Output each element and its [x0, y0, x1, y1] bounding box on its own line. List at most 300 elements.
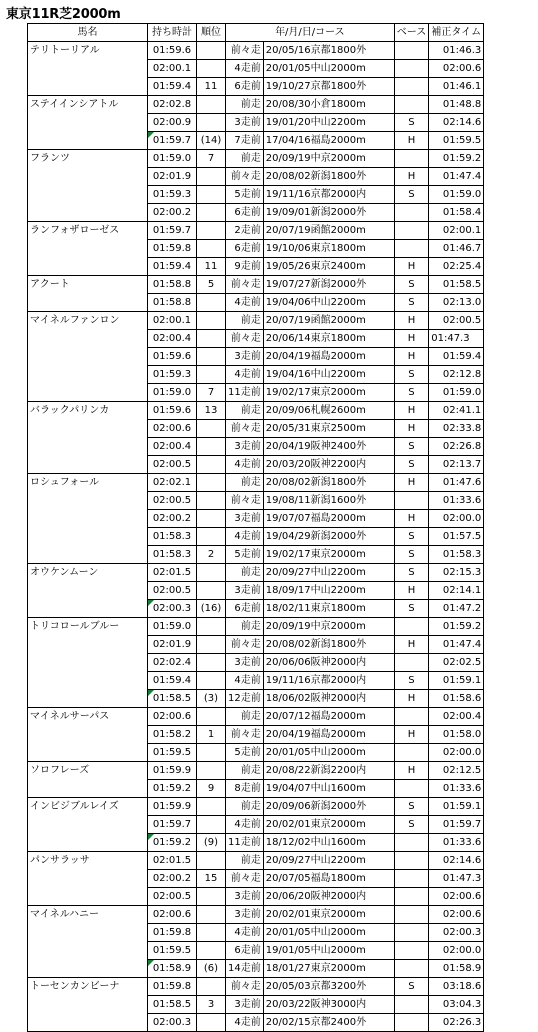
date-course-cell: 18/02/11東京1800m — [263, 600, 394, 618]
race-number-cell: 前々走 — [226, 420, 264, 438]
table-row — [28, 978, 484, 996]
rank-cell: (14) — [197, 132, 226, 150]
date-course-cell: 20/04/19福島2000m — [263, 726, 394, 744]
own-time-cell: 01:59.0 — [148, 618, 197, 636]
date-course-cell: 20/07/19函館2000m — [263, 222, 394, 240]
page-title: 東京11R芝2000m — [6, 7, 121, 22]
base-cell — [394, 960, 429, 978]
corrected-time-cell: 02:26.3 — [429, 1014, 484, 1032]
corrected-time-cell: 01:33.6 — [429, 492, 484, 510]
rank-cell: 11 — [197, 258, 226, 276]
corrected-time-cell: 01:47.3 — [429, 330, 484, 348]
date-course-cell: 19/11/16京都2000内 — [263, 186, 394, 204]
race-number-cell: 4走前 — [226, 456, 264, 474]
base-cell — [394, 996, 429, 1014]
rank-cell — [197, 474, 226, 492]
race-number-cell: 4走前 — [226, 528, 264, 546]
corrected-time-cell: 01:59.2 — [429, 618, 484, 636]
rank-cell — [197, 564, 226, 582]
header-corrected-time: 補正タイム — [429, 24, 484, 42]
date-course-cell: 20/09/19中京2000m — [263, 618, 394, 636]
race-number-cell: 前々走 — [226, 42, 264, 60]
table-row — [28, 852, 484, 870]
rank-cell — [197, 816, 226, 834]
own-time-cell: 02:00.2 — [148, 870, 197, 888]
corrected-time-cell: 02:14.6 — [429, 114, 484, 132]
rank-cell: 11 — [197, 78, 226, 96]
horse-name-cell: マイネルハニー — [28, 906, 148, 978]
race-number-cell: 前走 — [226, 762, 264, 780]
base-cell — [394, 942, 429, 960]
base-cell: H — [394, 762, 429, 780]
base-cell: H — [394, 474, 429, 492]
corrected-time-cell: 02:33.8 — [429, 420, 484, 438]
header-row — [28, 24, 484, 42]
date-course-cell: 20/05/31東京2500m — [263, 420, 394, 438]
race-number-cell: 前走 — [226, 150, 264, 168]
corrected-time-cell: 01:59.5 — [429, 132, 484, 150]
date-course-cell: 20/07/19函館2000m — [263, 312, 394, 330]
base-cell: S — [394, 366, 429, 384]
base-cell — [394, 42, 429, 60]
horse-name-cell: バラックパリンカ — [28, 402, 148, 474]
own-time-cell: 01:59.6 — [148, 402, 197, 420]
own-time-cell: 02:02.4 — [148, 654, 197, 672]
race-number-cell: 前走 — [226, 402, 264, 420]
date-course-cell: 20/09/27中山2200m — [263, 852, 394, 870]
own-time-cell: 01:58.3 — [148, 546, 197, 564]
race-number-cell: 5走前 — [226, 546, 264, 564]
date-course-cell: 19/11/16京都2000内 — [263, 672, 394, 690]
own-time-cell: 02:00.6 — [148, 708, 197, 726]
base-cell — [394, 492, 429, 510]
date-course-cell: 20/06/20阪神2000内 — [263, 888, 394, 906]
own-time-cell: 02:02.1 — [148, 474, 197, 492]
corrected-time-cell: 01:58.9 — [429, 960, 484, 978]
rank-cell — [197, 636, 226, 654]
rank-cell: 2 — [197, 546, 226, 564]
horse-name-cell: トリコロールブルー — [28, 618, 148, 708]
base-cell: S — [394, 816, 429, 834]
own-time-cell: 02:00.6 — [148, 420, 197, 438]
rank-cell — [197, 924, 226, 942]
date-course-cell: 20/08/02新潟1800外 — [263, 636, 394, 654]
rank-cell — [197, 528, 226, 546]
corrected-time-cell: 01:59.1 — [429, 672, 484, 690]
rank-cell: (6) — [197, 960, 226, 978]
corrected-time-cell: 02:00.6 — [429, 888, 484, 906]
corrected-time-cell: 01:59.7 — [429, 816, 484, 834]
rank-cell — [197, 654, 226, 672]
base-cell: S — [394, 186, 429, 204]
own-time-cell: 02:00.6 — [148, 906, 197, 924]
race-number-cell: 前々走 — [226, 726, 264, 744]
date-course-cell: 20/09/27中山2200m — [263, 564, 394, 582]
horse-name-cell: ロシュフォール — [28, 474, 148, 564]
date-course-cell: 20/02/01東京2000m — [263, 816, 394, 834]
base-cell: H — [394, 726, 429, 744]
horse-name-cell: マイネルファンロン — [28, 312, 148, 402]
rank-cell — [197, 222, 226, 240]
date-course-cell: 20/08/22新潟2200内 — [263, 762, 394, 780]
own-time-cell: 01:59.4 — [148, 672, 197, 690]
date-course-cell: 20/04/19阪神2400外 — [263, 438, 394, 456]
date-course-cell: 20/02/01東京2000m — [263, 906, 394, 924]
base-cell: H — [394, 402, 429, 420]
race-number-cell: 前々走 — [226, 330, 264, 348]
corrected-time-cell: 01:59.0 — [429, 384, 484, 402]
rank-cell — [197, 186, 226, 204]
corrected-time-cell: 03:18.6 — [429, 978, 484, 996]
rank-cell — [197, 672, 226, 690]
own-time-cell: 01:59.0 — [148, 384, 197, 402]
header-date-course: 年/月/日/コース — [226, 24, 395, 42]
date-course-cell: 19/10/27京都1800外 — [263, 78, 394, 96]
date-course-cell: 19/04/16中山2200m — [263, 366, 394, 384]
base-cell: H — [394, 348, 429, 366]
date-course-cell: 20/06/14東京1800m — [263, 330, 394, 348]
race-number-cell: 5走前 — [226, 744, 264, 762]
horse-name-cell: アクート — [28, 276, 148, 312]
corrected-time-cell: 02:02.5 — [429, 654, 484, 672]
race-number-cell: 前走 — [226, 564, 264, 582]
own-time-cell: 01:59.4 — [148, 78, 197, 96]
date-course-cell: 18/06/02阪神2000内 — [263, 690, 394, 708]
rank-cell — [197, 240, 226, 258]
corrected-time-cell: 01:47.2 — [429, 600, 484, 618]
base-cell: S — [394, 564, 429, 582]
horse-name-cell: マイネルサーパス — [28, 708, 148, 762]
race-number-cell: 前々走 — [226, 636, 264, 654]
own-time-cell: 01:58.3 — [148, 528, 197, 546]
race-number-cell: 11走前 — [226, 384, 264, 402]
corrected-time-cell: 02:00.5 — [429, 312, 484, 330]
corrected-time-cell: 01:58.3 — [429, 546, 484, 564]
corrected-time-cell: 01:47.6 — [429, 474, 484, 492]
own-time-cell: 01:59.7 — [148, 222, 197, 240]
corrected-time-cell: 02:26.8 — [429, 438, 484, 456]
date-course-cell: 19/04/07中山1600m — [263, 780, 394, 798]
race-number-cell: 前走 — [226, 312, 264, 330]
own-time-cell: 01:58.2 — [148, 726, 197, 744]
rank-cell — [197, 852, 226, 870]
rank-cell — [197, 168, 226, 186]
own-time-cell: 02:01.5 — [148, 852, 197, 870]
corrected-time-cell: 01:58.6 — [429, 690, 484, 708]
corrected-time-cell: 01:58.5 — [429, 276, 484, 294]
date-course-cell: 20/09/06新潟2000外 — [263, 798, 394, 816]
corrected-time-cell: 02:00.3 — [429, 924, 484, 942]
date-course-cell: 20/01/05中山2000m — [263, 744, 394, 762]
corrected-time-cell: 02:00.1 — [429, 222, 484, 240]
date-course-cell: 20/01/05中山2000m — [263, 60, 394, 78]
corrected-time-cell: 02:12.5 — [429, 762, 484, 780]
own-time-cell: 02:00.4 — [148, 330, 197, 348]
corrected-time-cell: 02:13.7 — [429, 456, 484, 474]
date-course-cell: 20/08/30小倉1800m — [263, 96, 394, 114]
horse-name-cell: ソロフレーズ — [28, 762, 148, 798]
rank-cell — [197, 942, 226, 960]
own-time-cell: 01:59.2 — [148, 780, 197, 798]
date-course-cell: 19/07/27新潟2000外 — [263, 276, 394, 294]
date-course-cell: 19/01/05中山2000m — [263, 942, 394, 960]
own-time-cell: 01:58.5 — [148, 690, 197, 708]
rank-cell — [197, 1014, 226, 1032]
base-cell: S — [394, 438, 429, 456]
rank-cell — [197, 492, 226, 510]
base-cell — [394, 78, 429, 96]
date-course-cell: 20/03/22阪神3000内 — [263, 996, 394, 1014]
horse-name-cell: ステイインシアトル — [28, 96, 148, 150]
own-time-cell: 01:59.7 — [148, 132, 197, 150]
date-course-cell: 19/08/11新潟1600外 — [263, 492, 394, 510]
table-row — [28, 42, 484, 60]
date-course-cell: 20/03/20阪神2200内 — [263, 456, 394, 474]
own-time-cell: 02:01.9 — [148, 168, 197, 186]
own-time-cell: 01:59.9 — [148, 762, 197, 780]
base-cell — [394, 60, 429, 78]
date-course-cell: 20/07/05福島1800m — [263, 870, 394, 888]
base-cell: H — [394, 582, 429, 600]
rank-cell — [197, 618, 226, 636]
base-cell — [394, 618, 429, 636]
base-cell — [394, 1014, 429, 1032]
date-course-cell: 18/12/02中山1600m — [263, 834, 394, 852]
corrected-time-cell: 02:00.6 — [429, 60, 484, 78]
corrected-time-cell: 02:41.1 — [429, 402, 484, 420]
horse-name-cell: インビジブルレイズ — [28, 798, 148, 852]
rank-cell: 7 — [197, 150, 226, 168]
corrected-time-cell: 02:25.4 — [429, 258, 484, 276]
date-course-cell: 20/09/06札幌2600m — [263, 402, 394, 420]
own-time-cell: 01:59.6 — [148, 348, 197, 366]
base-cell — [394, 834, 429, 852]
date-course-cell: 19/09/01新潟2000外 — [263, 204, 394, 222]
date-course-cell: 19/05/26東京2400m — [263, 258, 394, 276]
own-time-cell: 01:59.3 — [148, 366, 197, 384]
rank-cell — [197, 906, 226, 924]
date-course-cell: 19/02/17東京2000m — [263, 546, 394, 564]
date-course-cell: 20/09/19中京2000m — [263, 150, 394, 168]
rank-cell: (3) — [197, 690, 226, 708]
race-number-cell: 9走前 — [226, 258, 264, 276]
race-number-cell: 4走前 — [226, 1014, 264, 1032]
corrected-time-cell: 01:59.1 — [429, 798, 484, 816]
corrected-time-cell: 03:04.3 — [429, 996, 484, 1014]
corrected-time-cell: 01:58.4 — [429, 204, 484, 222]
own-time-cell: 01:59.6 — [148, 42, 197, 60]
table-row — [28, 906, 484, 924]
own-time-cell: 01:59.9 — [148, 798, 197, 816]
date-course-cell: 19/02/17東京2000m — [263, 384, 394, 402]
own-time-cell: 01:58.9 — [148, 960, 197, 978]
own-time-cell: 01:59.3 — [148, 186, 197, 204]
race-number-cell: 前走 — [226, 798, 264, 816]
own-time-cell: 01:58.8 — [148, 276, 197, 294]
horse-name-cell: ランフォザローゼス — [28, 222, 148, 276]
race-number-cell: 前々走 — [226, 168, 264, 186]
date-course-cell: 19/04/06中山2200m — [263, 294, 394, 312]
date-course-cell: 20/01/05中山2000m — [263, 924, 394, 942]
base-cell: S — [394, 600, 429, 618]
header-base: ベース — [394, 24, 429, 42]
header-rank: 順位 — [197, 24, 226, 42]
base-cell: S — [394, 528, 429, 546]
base-cell: S — [394, 276, 429, 294]
own-time-cell: 01:59.5 — [148, 744, 197, 762]
horse-name-cell: フランツ — [28, 150, 148, 222]
date-course-cell: 20/07/12福島2000m — [263, 708, 394, 726]
horse-name-cell: オウケンムーン — [28, 564, 148, 618]
corrected-time-cell: 01:47.4 — [429, 168, 484, 186]
date-course-cell: 20/04/19福島2000m — [263, 348, 394, 366]
table-row — [28, 150, 484, 168]
race-number-cell: 3走前 — [226, 348, 264, 366]
own-time-cell: 01:59.2 — [148, 834, 197, 852]
base-cell: H — [394, 510, 429, 528]
base-cell: S — [394, 294, 429, 312]
own-time-cell: 02:00.3 — [148, 600, 197, 618]
base-cell: S — [394, 384, 429, 402]
race-number-cell: 3走前 — [226, 996, 264, 1014]
own-time-cell: 01:59.8 — [148, 240, 197, 258]
corrected-time-cell: 01:46.7 — [429, 240, 484, 258]
race-number-cell: 6走前 — [226, 240, 264, 258]
rank-cell — [197, 294, 226, 312]
own-time-cell: 02:01.9 — [148, 636, 197, 654]
race-number-cell: 3走前 — [226, 654, 264, 672]
own-time-cell: 01:59.5 — [148, 942, 197, 960]
own-time-cell: 01:59.4 — [148, 258, 197, 276]
corrected-time-cell: 01:47.4 — [429, 636, 484, 654]
rank-cell: 7 — [197, 384, 226, 402]
own-time-cell: 02:00.5 — [148, 456, 197, 474]
base-cell — [394, 654, 429, 672]
corrected-time-cell: 02:00.0 — [429, 510, 484, 528]
race-number-cell: 4走前 — [226, 672, 264, 690]
own-time-cell: 02:01.5 — [148, 564, 197, 582]
own-time-cell: 02:00.5 — [148, 492, 197, 510]
own-time-cell: 01:59.8 — [148, 978, 197, 996]
race-number-cell: 4走前 — [226, 816, 264, 834]
corrected-time-cell: 01:48.8 — [429, 96, 484, 114]
corrected-time-cell: 01:57.5 — [429, 528, 484, 546]
rank-cell — [197, 744, 226, 762]
corrected-time-cell: 01:47.3 — [429, 870, 484, 888]
own-time-cell: 02:00.3 — [148, 1014, 197, 1032]
horse-name-cell: トーセンカンビーナ — [28, 978, 148, 1032]
race-number-cell: 6走前 — [226, 78, 264, 96]
base-cell: H — [394, 132, 429, 150]
rank-cell — [197, 114, 226, 132]
rank-cell — [197, 42, 226, 60]
race-number-cell: 6走前 — [226, 600, 264, 618]
corrected-time-cell: 01:59.2 — [429, 150, 484, 168]
race-number-cell: 前走 — [226, 852, 264, 870]
date-course-cell: 20/08/02新潟1800外 — [263, 168, 394, 186]
own-time-cell: 01:58.5 — [148, 996, 197, 1014]
race-time-table — [27, 23, 484, 1032]
rank-cell — [197, 510, 226, 528]
race-number-cell: 前々走 — [226, 870, 264, 888]
date-course-cell: 20/06/06阪神2000内 — [263, 654, 394, 672]
date-course-cell: 20/05/03京都3200外 — [263, 978, 394, 996]
base-cell — [394, 924, 429, 942]
race-number-cell: 8走前 — [226, 780, 264, 798]
rank-cell — [197, 96, 226, 114]
corrected-time-cell: 02:12.8 — [429, 366, 484, 384]
race-number-cell: 5走前 — [226, 186, 264, 204]
corrected-time-cell: 02:00.4 — [429, 708, 484, 726]
own-time-cell: 02:00.2 — [148, 204, 197, 222]
own-time-cell: 01:59.8 — [148, 924, 197, 942]
rank-cell — [197, 456, 226, 474]
base-cell: H — [394, 258, 429, 276]
base-cell — [394, 96, 429, 114]
race-number-cell: 3走前 — [226, 906, 264, 924]
race-number-cell: 14走前 — [226, 960, 264, 978]
corrected-time-cell: 02:00.0 — [429, 744, 484, 762]
base-cell — [394, 222, 429, 240]
base-cell: H — [394, 330, 429, 348]
table-row — [28, 798, 484, 816]
corrected-time-cell: 02:14.6 — [429, 852, 484, 870]
base-cell — [394, 240, 429, 258]
base-cell — [394, 780, 429, 798]
corrected-time-cell: 01:46.1 — [429, 78, 484, 96]
corrected-time-cell: 01:33.6 — [429, 834, 484, 852]
base-cell: S — [394, 456, 429, 474]
own-time-cell: 02:00.1 — [148, 60, 197, 78]
race-number-cell: 6走前 — [226, 204, 264, 222]
base-cell: H — [394, 420, 429, 438]
rank-cell — [197, 438, 226, 456]
base-cell — [394, 708, 429, 726]
own-time-cell: 02:00.1 — [148, 312, 197, 330]
rank-cell — [197, 60, 226, 78]
race-number-cell: 前走 — [226, 618, 264, 636]
base-cell: S — [394, 546, 429, 564]
table-row — [28, 762, 484, 780]
table-row — [28, 618, 484, 636]
date-course-cell: 20/02/15京都2400外 — [263, 1014, 394, 1032]
corrected-time-cell: 01:59.4 — [429, 348, 484, 366]
base-cell — [394, 852, 429, 870]
base-cell — [394, 150, 429, 168]
own-time-cell: 02:00.5 — [148, 888, 197, 906]
own-time-cell: 02:00.5 — [148, 582, 197, 600]
table-row — [28, 402, 484, 420]
rank-cell — [197, 888, 226, 906]
own-time-cell: 01:59.7 — [148, 816, 197, 834]
race-number-cell: 前走 — [226, 708, 264, 726]
race-number-cell: 4走前 — [226, 294, 264, 312]
corrected-time-cell: 01:33.6 — [429, 780, 484, 798]
race-number-cell: 6走前 — [226, 942, 264, 960]
rank-cell — [197, 204, 226, 222]
header-horse-name: 馬名 — [28, 24, 148, 42]
rank-cell — [197, 330, 226, 348]
date-course-cell: 20/05/16京都1800外 — [263, 42, 394, 60]
race-number-cell: 3走前 — [226, 510, 264, 528]
race-number-cell: 11走前 — [226, 834, 264, 852]
rank-cell — [197, 978, 226, 996]
header-own-time: 持ち時計 — [148, 24, 197, 42]
corrected-time-cell: 02:00.6 — [429, 906, 484, 924]
rank-cell — [197, 420, 226, 438]
table-row — [28, 708, 484, 726]
race-number-cell: 2走前 — [226, 222, 264, 240]
